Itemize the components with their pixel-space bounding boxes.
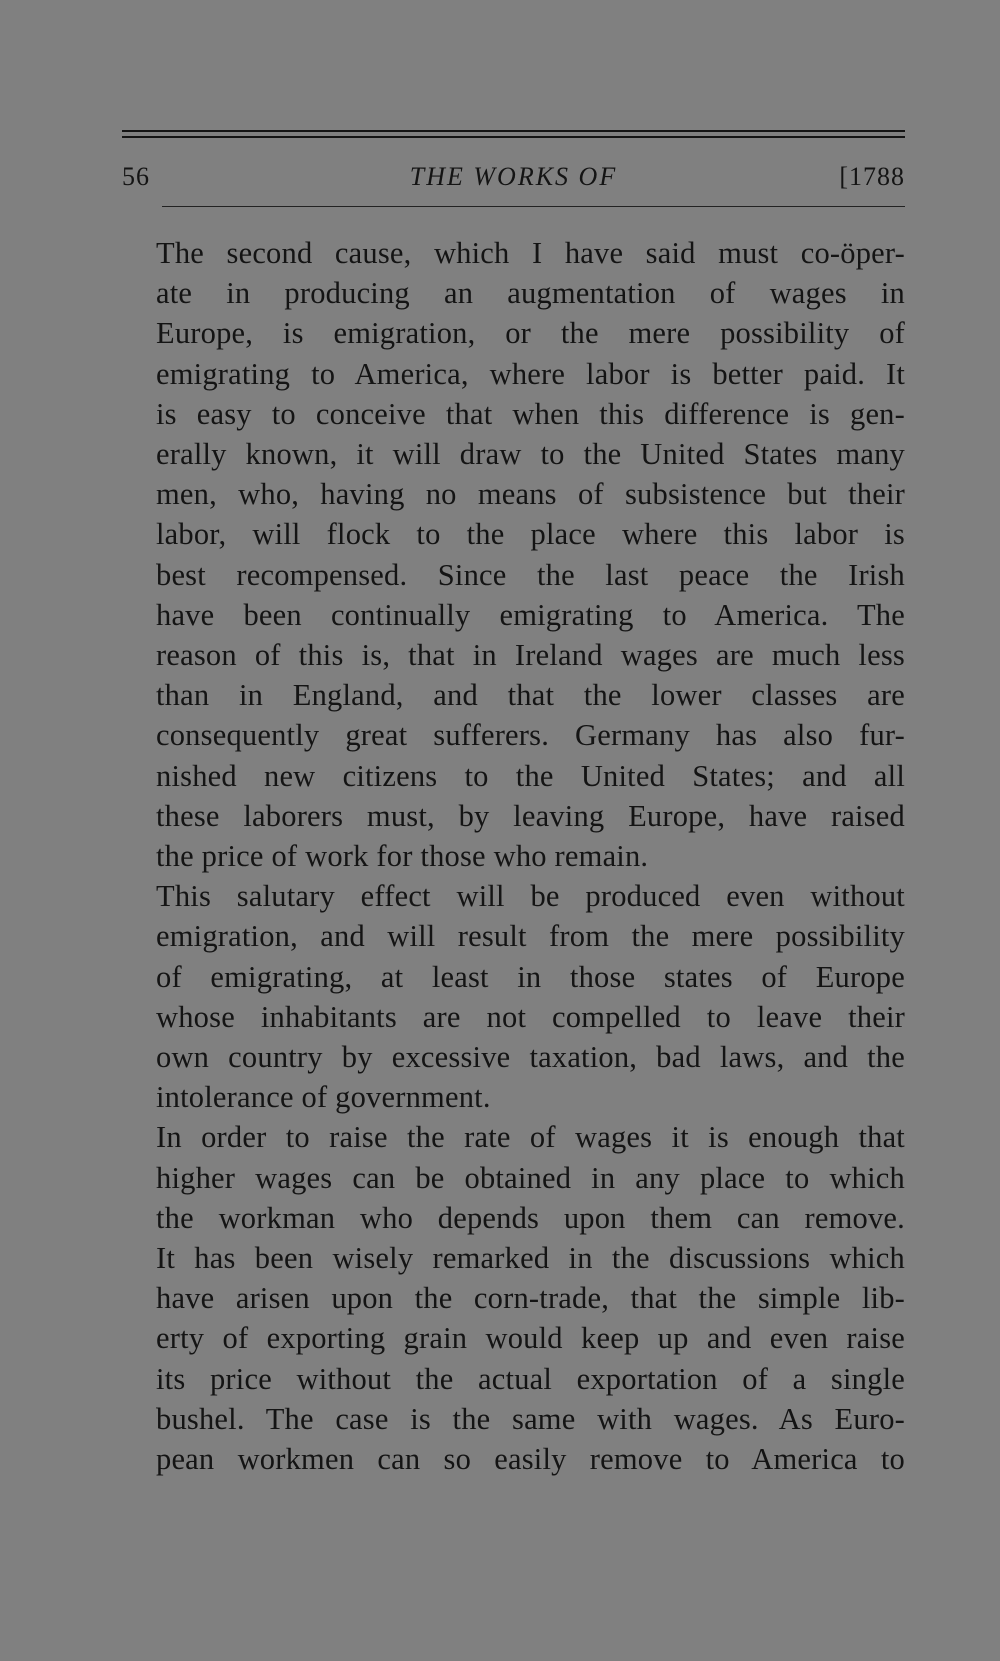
text-line: its price without the actual exportation of a single bbox=[156, 1361, 905, 1396]
text-line: pean workmen can so easily remove to America to bbox=[156, 1442, 905, 1477]
page-number: 56 bbox=[122, 161, 150, 191]
text-line: higher wages can be obtained in any place to which bbox=[156, 1160, 905, 1195]
text-line: the price of work for those who remain. bbox=[156, 839, 649, 874]
paragraph bbox=[122, 233, 905, 876]
text-line: own country by excessive taxation, bad laws, and the bbox=[156, 1040, 905, 1075]
text-line: of emigrating, at least in those states of Europe bbox=[156, 959, 905, 994]
text-line: is easy to conceive that when this difference is gen- bbox=[156, 396, 905, 431]
text-line: erally known, it will draw to the United States many bbox=[156, 437, 905, 472]
text-line: bushel. The case is the same with wages. As Euro- bbox=[156, 1401, 905, 1436]
body-text bbox=[122, 233, 905, 1479]
text-line: these laborers must, by leaving Europe, have raised bbox=[156, 798, 905, 833]
text-line: labor, will flock to the place where this labor is bbox=[156, 517, 905, 552]
text-line: ate in producing an augmentation of wages in bbox=[156, 276, 905, 311]
text-line: erty of exporting grain would keep up and even raise bbox=[156, 1321, 905, 1356]
text-line: the workman who depends upon them can remove. bbox=[156, 1200, 905, 1235]
text-line: Europe, is emigration, or the mere possibility of bbox=[156, 316, 905, 351]
text-line: have been continually emigrating to America. The bbox=[156, 597, 905, 632]
text-line: emigrating to America, where labor is better paid. It bbox=[156, 356, 905, 391]
top-rule bbox=[122, 130, 905, 132]
text-line: nished new citizens to the United States; and all bbox=[156, 758, 905, 793]
text-line: men, who, having no means of subsistence but their bbox=[156, 477, 905, 512]
text-line: emigration, and will result from the mere possibility bbox=[156, 919, 905, 954]
book-page bbox=[122, 130, 905, 1479]
text-line: reason of this is, that in Ireland wages are much less bbox=[156, 638, 905, 673]
paragraph bbox=[122, 1117, 905, 1479]
running-year: [1788 bbox=[839, 161, 905, 191]
paragraph bbox=[122, 876, 905, 1117]
text-line: best recompensed. Since the last peace the Irish bbox=[156, 557, 905, 592]
text-line: In order to raise the rate of wages it is enough that bbox=[156, 1120, 905, 1155]
text-line: than in England, and that the lower classes are bbox=[156, 678, 905, 713]
text-line: This salutary effect will be produced even without bbox=[156, 879, 905, 914]
text-line: whose inhabitants are not compelled to leave their bbox=[156, 999, 905, 1034]
running-title: THE WORKS OF bbox=[409, 161, 618, 191]
text-line: have arisen upon the corn-trade, that the simple lib- bbox=[156, 1281, 905, 1316]
running-head bbox=[122, 162, 905, 210]
text-line: intolerance of government. bbox=[156, 1080, 491, 1115]
top-rule-inner bbox=[122, 136, 905, 138]
text-line: consequently great sufferers. Germany has also fur- bbox=[156, 718, 905, 753]
text-line: It has been wisely remarked in the discussions which bbox=[156, 1241, 905, 1276]
text-line: The second cause, which I have said must co-öper- bbox=[156, 236, 905, 270]
